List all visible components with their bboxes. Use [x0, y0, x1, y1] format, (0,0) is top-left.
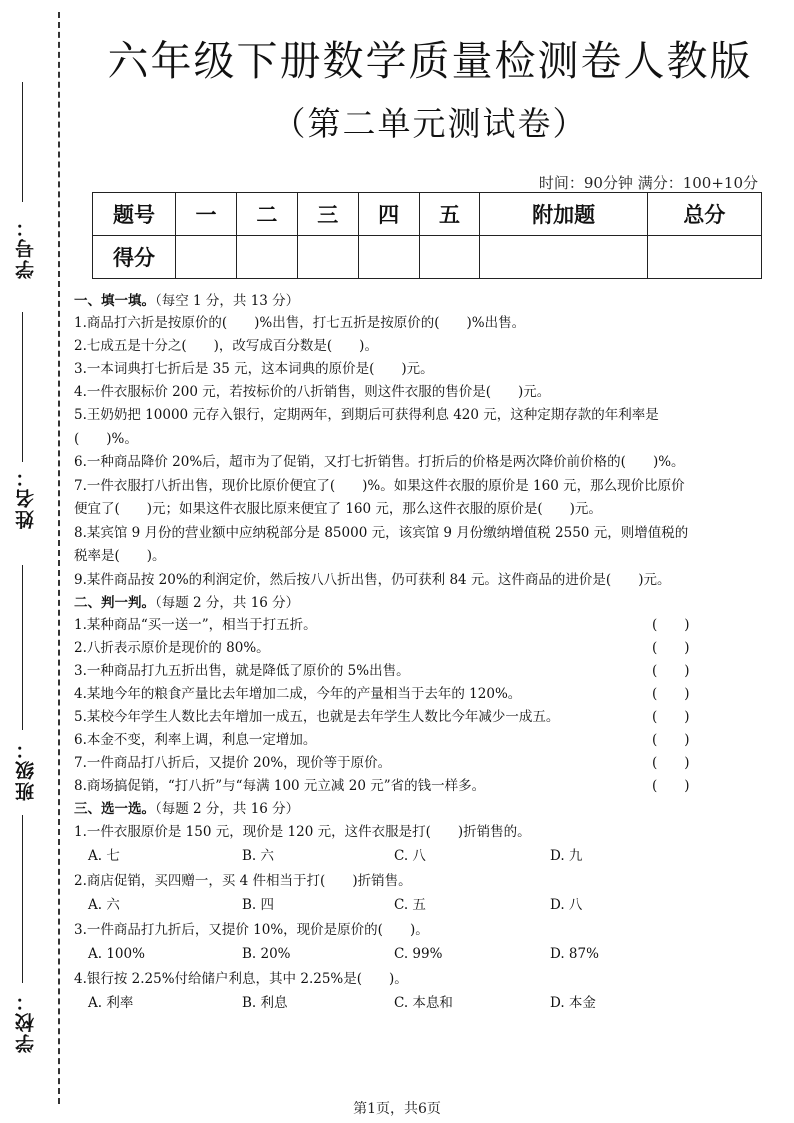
choice-options [74, 991, 696, 1016]
fill-question: 3.一本词典打七折后是 35 元，这本词典的原价是( )元。 [74, 361, 434, 377]
answer-paren[interactable]: ( ) [652, 686, 690, 702]
binding-dashed-line [58, 12, 60, 1104]
choice-question: 3.一件商品打九折后，又提价 10%，现价是原价的( )。 [74, 922, 429, 938]
option-b[interactable]: B. 20% [242, 946, 291, 962]
fill-question: 8.某宾馆 9 月份的营业额中应纳税部分是 85000 元，该宾馆 9 月份缴纳增值税 2550 元，则增值税的税率是( )。 [74, 524, 689, 564]
choice-question: 2.商店促销，买四赠一，买 4 件相当于打( )折销售。 [74, 873, 412, 889]
judge-text: 6.本金不变，利率上调，利息一定增加。 [74, 732, 317, 748]
option-d[interactable]: D. 87% [550, 946, 599, 962]
choice-question: 1.一件衣服原价是 150 元，现价是 120 元，这件衣服是打( )折销售的。 [74, 824, 531, 840]
section-note: （每题 2 分，共 16 分） [155, 595, 300, 611]
option-b[interactable]: B. 六 [242, 848, 275, 864]
score-input-cell[interactable] [358, 236, 419, 279]
score-header-cell: 题号 [93, 193, 176, 236]
fill-question: 1.商品打六折是按原价的( )%出售，打七五折是按原价的( )%出售。 [74, 315, 526, 331]
fill-question: 7.一件衣服打八折出售，现价比原价便宜了( )%。如果这件衣服的原价是 160 元，那么现价比原价便宜了( )元；如果这件衣服比原来便宜了 160 元，那么这件衣服的原价是( )元。 [74, 477, 685, 517]
option-d[interactable]: D. 本金 [550, 995, 596, 1011]
answer-paren[interactable]: ( ) [652, 755, 690, 771]
exam-content [74, 290, 696, 1016]
class-line [22, 565, 23, 730]
student-id-line [22, 82, 23, 202]
score-input-cell[interactable] [236, 236, 297, 279]
option-c[interactable]: C. 五 [394, 897, 426, 913]
answer-paren[interactable]: ( ) [652, 663, 690, 679]
score-header-cell: 四 [358, 193, 419, 236]
fill-question: 4.一件衣服标价 200 元，若按标价的八折销售，则这件衣服的售价是( )元。 [74, 384, 551, 400]
judge-question [74, 752, 696, 775]
fill-question: 9.某件商品按 20%的利润定价，然后按八八折出售，仍可获利 84 元。这件商品的进价是( )元。 [74, 571, 671, 588]
score-input-cell[interactable] [480, 236, 647, 279]
score-input-cell[interactable] [297, 236, 358, 279]
choice-options [74, 942, 696, 967]
option-d[interactable]: D. 八 [550, 897, 583, 913]
option-c[interactable]: C. 99% [394, 946, 443, 962]
score-input-cell[interactable] [176, 236, 237, 279]
section-choice-heading [74, 798, 696, 820]
choice-question: 4.银行按 2.25%付给储户利息，其中 2.25%是( )。 [74, 971, 408, 987]
score-input-cell[interactable] [419, 236, 480, 279]
judge-question [74, 683, 696, 706]
page-footer: 第1页，共6页 [353, 1101, 441, 1117]
choice-options [74, 893, 696, 918]
answer-paren[interactable]: ( ) [652, 709, 690, 725]
answer-paren[interactable]: ( ) [652, 617, 690, 633]
page-title: 六年级下册数学质量检测卷人教版 [107, 37, 753, 85]
option-b[interactable]: B. 四 [242, 897, 275, 913]
fill-question: 2.七成五是十分之( )，改写成百分数是( )。 [74, 338, 378, 354]
class-label: 班级： [15, 738, 37, 801]
page-subtitle: （第二单元测试卷） [272, 104, 588, 143]
judge-text: 1.某种商品“买一送一”，相当于打五折。 [74, 617, 317, 633]
school-line [22, 815, 23, 983]
judge-text: 5.某校今年学生人数比去年增加一成五，也就是去年学生人数比今年减少一成五。 [74, 709, 560, 725]
answer-paren[interactable]: ( ) [652, 732, 690, 748]
section-title: 二、判一判。 [74, 595, 155, 611]
section-note: （每空 1 分，共 13 分） [155, 293, 300, 309]
section-title: 一、填一填。 [74, 293, 155, 309]
judge-question [74, 775, 696, 798]
option-c[interactable]: C. 本息和 [394, 995, 453, 1011]
judge-question [74, 706, 696, 729]
fill-question: 5.王奶奶把 10000 元存入银行，定期两年，到期后可获得利息 420 元，这种定期存款的年利率是( )%。 [74, 407, 659, 447]
judge-text: 8.商场搞促销，“打八折”与“每满 100 元立减 20 元”省的钱一样多。 [74, 778, 486, 794]
option-a[interactable]: A. 六 [88, 897, 120, 913]
score-header-cell: 总分 [647, 193, 761, 236]
section-note: （每题 2 分，共 16 分） [155, 801, 300, 817]
option-a[interactable]: A. 利率 [88, 995, 134, 1011]
judge-question [74, 729, 696, 752]
answer-paren[interactable]: ( ) [652, 778, 690, 794]
option-c[interactable]: C. 八 [394, 848, 426, 864]
judge-text: 2.八折表示原价是现价的 80%。 [74, 640, 270, 656]
name-label: 姓名： [15, 466, 37, 529]
score-header-cell: 一 [176, 193, 237, 236]
section-judge-heading [74, 592, 696, 614]
score-header-cell: 二 [236, 193, 297, 236]
choice-options [74, 844, 696, 869]
name-line [22, 312, 23, 462]
section-fill-in-heading [74, 290, 696, 312]
fill-question: 6.一种商品降价 20%后，超市为了促销，又打七折销售。打折后的价格是两次降价前价格的( )%。 [74, 454, 685, 470]
section-title: 三、选一选。 [74, 801, 155, 817]
answer-paren[interactable]: ( ) [652, 640, 690, 656]
score-header-cell: 五 [419, 193, 480, 236]
score-header-cell: 三 [297, 193, 358, 236]
score-row-label: 得分 [93, 236, 176, 279]
exam-info: 时间：90分钟 满分：100+10分 [538, 174, 758, 192]
school-label: 学校： [15, 990, 37, 1053]
judge-question [74, 660, 696, 683]
score-table [92, 192, 762, 279]
score-table-header-row [93, 193, 762, 236]
judge-question [74, 637, 696, 660]
option-b[interactable]: B. 利息 [242, 995, 288, 1011]
option-a[interactable]: A. 七 [88, 848, 120, 864]
score-table-score-row [93, 236, 762, 279]
score-input-cell[interactable] [647, 236, 761, 279]
option-a[interactable]: A. 100% [88, 946, 145, 962]
score-header-cell: 附加题 [480, 193, 647, 236]
option-d[interactable]: D. 九 [550, 848, 583, 864]
judge-text: 7.一件商品打八折后，又提价 20%，现价等于原价。 [74, 755, 392, 771]
judge-text: 3.一种商品打九五折出售，就是降低了原价的 5%出售。 [74, 663, 410, 679]
judge-question [74, 614, 696, 637]
judge-text: 4.某地今年的粮食产量比去年增加二成，今年的产量相当于去年的 120%。 [74, 686, 522, 702]
student-id-label: 学号： [15, 216, 37, 279]
